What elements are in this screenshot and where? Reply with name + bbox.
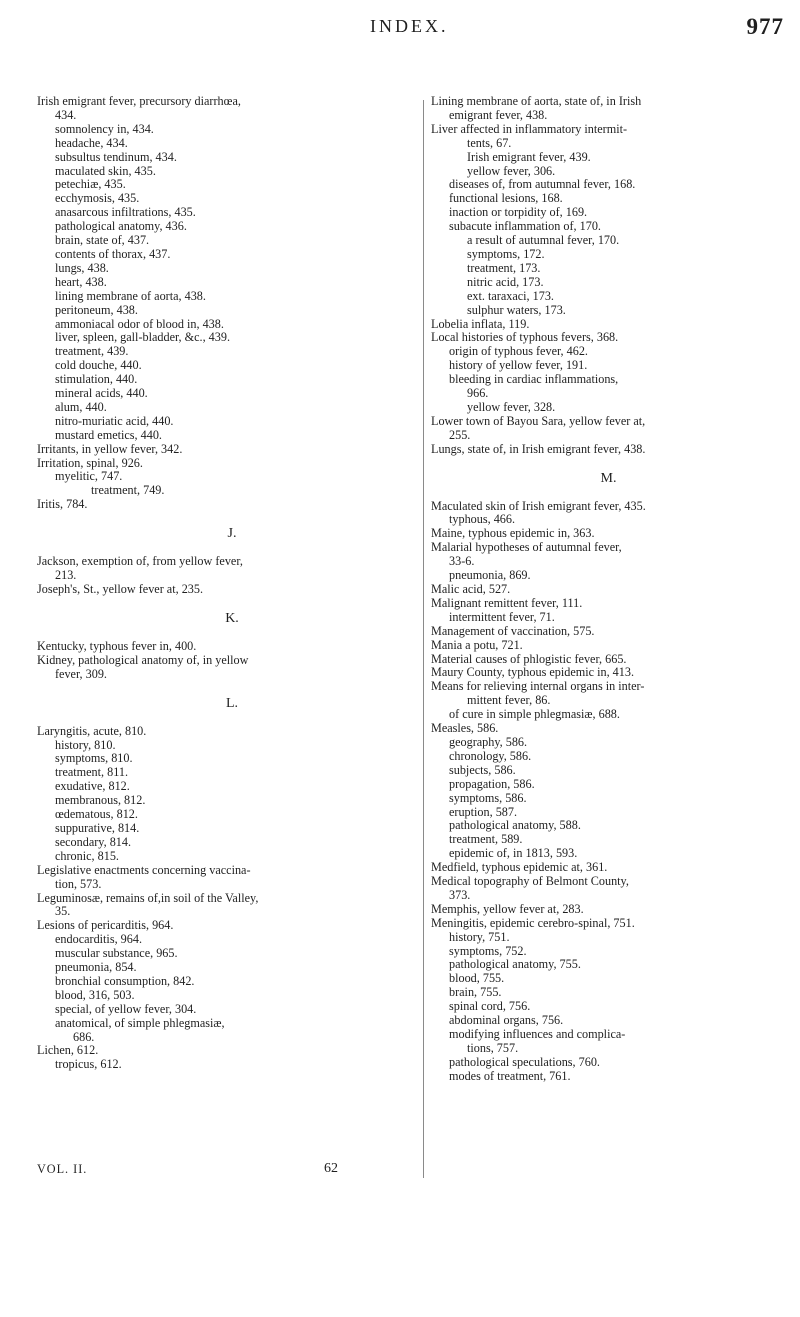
index-subentry: treatment, 439. [55, 344, 129, 359]
index-subentry: treatment, 173. [467, 260, 541, 275]
index-entry: Material causes of phlogistic fever, 665. [431, 651, 627, 666]
index-subentry: subsultus tendinum, 434. [55, 149, 177, 164]
index-entry: Irritation, spinal, 926. [37, 455, 143, 470]
page-footer [37, 1162, 417, 1178]
running-title: INDEX. [370, 16, 449, 36]
index-subentry: 213. [55, 568, 77, 583]
index-subentry: mustard emetics, 440. [55, 427, 162, 442]
index-subentry: petechiæ, 435. [55, 177, 126, 192]
index-entry: Legislative enactments concerning vaccina- [37, 862, 251, 877]
index-subentry: chronology, 586. [449, 748, 532, 763]
index-subentry: somnolency in, 434. [55, 121, 154, 136]
index-subentry: alum, 440. [55, 399, 107, 414]
index-subentry: treatment, 749. [91, 483, 165, 498]
index-subentry: liver, spleen, gall-bladder, &c., 439. [55, 330, 231, 345]
index-subentry: tropicus, 612. [55, 1057, 122, 1072]
section-letter: L. [225, 695, 239, 711]
index-entry: Medical topography of Belmont County, [431, 874, 629, 889]
page-number: 977 [746, 14, 784, 39]
index-subentry: symptoms, 810. [55, 751, 133, 766]
index-subentry: symptoms, 172. [467, 246, 545, 261]
index-subentry: anasarcous infiltrations, 435. [55, 205, 196, 220]
index-entry: Malic acid, 527. [431, 582, 511, 596]
index-entry: Iritis, 784. [37, 497, 88, 512]
index-subentry: pneumonia, 869. [449, 568, 531, 583]
section-letter: M. [600, 470, 617, 486]
index-subentry: tents, 67. [467, 135, 512, 150]
index-entry: Lobelia inflata, 119. [431, 316, 530, 331]
index-column-right [431, 95, 786, 1084]
index-entry: Jackson, exemption of, from yellow fever, [37, 554, 243, 569]
index-subentry: eruption, 587. [449, 804, 518, 819]
index-subentry: brain, 755. [449, 985, 502, 1000]
index-subentry: subjects, 586. [449, 762, 516, 777]
index-subentry: modes of treatment, 761. [449, 1068, 571, 1083]
section-letter: K. [225, 610, 239, 626]
index-subentry: intermittent fever, 71. [449, 609, 555, 624]
index-subentry: fever, 309. [55, 666, 107, 681]
index-entry: Kidney, pathological anatomy of, in yellow [37, 652, 249, 667]
index-subentry: propagation, 586. [449, 776, 535, 791]
index-subentry: maculated skin, 435. [55, 163, 156, 178]
index-entry: Maculated skin of Irish emigrant fever, 435. [431, 498, 646, 513]
index-subentry: of cure in simple phlegmasiæ, 688. [449, 707, 620, 722]
index-entry: Laryngitis, acute, 810. [37, 723, 147, 738]
index-subentry: nitric acid, 173. [467, 274, 544, 289]
index-subentry: heart, 438. [55, 274, 107, 289]
index-subentry: history, 751. [449, 929, 510, 944]
index-subentry: modifying influences and complica- [449, 1027, 626, 1041]
index-subentry: chronic, 815. [55, 848, 119, 863]
index-subentry: cold douche, 440. [55, 358, 142, 373]
index-subentry: diseases of, from autumnal fever, 168. [449, 177, 636, 192]
index-subentry: pathological anatomy, 436. [55, 219, 187, 234]
index-subentry: membranous, 812. [55, 793, 146, 808]
index-subentry: pathological anatomy, 588. [449, 818, 581, 833]
index-entry: Lining membrane of aorta, state of, in Irish [431, 94, 642, 108]
index-entry: Lungs, state of, in Irish emigrant fever, 438. [431, 441, 646, 456]
index-subentry: tions, 757. [467, 1040, 519, 1055]
index-subentry: ammoniacal odor of blood in, 438. [55, 316, 224, 331]
index-subentry: tion, 573. [55, 876, 102, 891]
index-subentry: 373. [449, 887, 471, 902]
index-entry: Leguminosæ, remains of,in soil of the Valley, [37, 890, 259, 905]
index-subentry: contents of thorax, 437. [55, 246, 171, 261]
index-subentry: mineral acids, 440. [55, 386, 148, 401]
index-subentry: endocarditis, 964. [55, 932, 142, 947]
index-entry: Irritants, in yellow fever, 342. [37, 441, 183, 456]
section-letter: J. [227, 526, 237, 542]
index-entry: Mania a potu, 721. [431, 637, 523, 652]
index-subentry: muscular substance, 965. [55, 946, 178, 961]
index-subentry: ecchymosis, 435. [55, 191, 140, 206]
index-subentry: blood, 316, 503. [55, 987, 135, 1002]
index-subentry: yellow fever, 306. [467, 163, 556, 178]
index-subentry: lining membrane of aorta, 438. [55, 288, 206, 303]
index-entry: Liver affected in inflammatory intermit- [431, 121, 628, 136]
index-entry: Lower town of Bayou Sara, yellow fever at, [431, 413, 646, 428]
index-subentry: pathological anatomy, 755. [449, 957, 581, 972]
index-subentry: peritoneum, 438. [55, 302, 138, 317]
index-entry: Meningitis, epidemic cerebro-spinal, 751. [431, 915, 635, 930]
index-subentry: subacute inflammation of, 170. [449, 219, 601, 234]
index-subentry: mittent fever, 86. [467, 693, 551, 708]
index-subentry: abdominal organs, 756. [449, 1013, 564, 1028]
index-subentry: Irish emigrant fever, 439. [467, 149, 591, 164]
index-subentry: 33-6. [449, 554, 475, 569]
index-subentry: special, of yellow fever, 304. [55, 1001, 197, 1016]
index-subentry: stimulation, 440. [55, 372, 138, 387]
index-subentry: geography, 586. [449, 734, 528, 749]
index-entry: Lichen, 612. [37, 1043, 99, 1058]
index-entry: Medfield, typhous epidemic at, 361. [431, 860, 608, 875]
index-subentry: ext. taraxaci, 173. [467, 288, 554, 303]
index-subentry: yellow fever, 328. [467, 399, 556, 414]
index-subentry: origin of typhous fever, 462. [449, 344, 588, 359]
signature-mark: 62 [324, 1161, 338, 1176]
index-subentry: nitro-muriatic acid, 440. [55, 413, 174, 428]
index-subentry: 255. [449, 427, 471, 442]
index-entry: Joseph's, St., yellow fever at, 235. [37, 582, 204, 596]
index-entry: Management of vaccination, 575. [431, 623, 595, 638]
index-entry: Kentucky, typhous fever in, 400. [37, 638, 197, 653]
index-subentry: emigrant fever, 438. [449, 107, 548, 122]
index-subentry: brain, state of, 437. [55, 233, 150, 248]
index-subentry: anatomical, of simple phlegmasiæ, [55, 1015, 225, 1030]
index-column-left [37, 95, 427, 1072]
index-subentry: functional lesions, 168. [449, 191, 563, 206]
index-subentry: a result of autumnal fever, 170. [467, 233, 620, 248]
index-subentry: œdematous, 812. [55, 807, 138, 822]
index-subentry: 966. [467, 386, 489, 401]
index-entry: Measles, 586. [431, 721, 499, 736]
index-subentry: 35. [55, 904, 71, 919]
page-header [0, 8, 800, 38]
index-subentry: pathological speculations, 760. [449, 1054, 600, 1069]
index-subentry: exudative, 812. [55, 779, 130, 794]
index-subentry: headache, 434. [55, 135, 128, 150]
index-subentry: inaction or torpidity of, 169. [449, 205, 588, 220]
index-subentry: pneumonia, 854. [55, 960, 137, 975]
index-entry: Malignant remittent fever, 111. [431, 595, 583, 610]
index-subentry: suppurative, 814. [55, 820, 140, 835]
index-entry: Means for relieving internal organs in inter- [431, 679, 645, 694]
index-subentry: history of yellow fever, 191. [449, 358, 588, 373]
index-subentry: bronchial consumption, 842. [55, 973, 195, 988]
index-entry: Local histories of typhous fevers, 368. [431, 330, 619, 345]
index-subentry: lungs, 438. [55, 260, 109, 275]
index-subentry: bleeding in cardiac inflammations, [449, 372, 619, 387]
index-subentry: blood, 755. [449, 971, 505, 986]
index-subentry: history, 810. [55, 737, 116, 752]
index-subentry: symptoms, 586. [449, 790, 527, 805]
column-divider [423, 100, 424, 1178]
index-subentry: spinal cord, 756. [449, 999, 531, 1014]
volume-label: VOL. II. [37, 1162, 88, 1176]
index-entry: Malarial hypotheses of autumnal fever, [431, 540, 622, 555]
index-subentry: typhous, 466. [449, 512, 516, 527]
index-subentry: sulphur waters, 173. [467, 302, 566, 317]
index-subentry: secondary, 814. [55, 834, 132, 849]
index-entry: Maury County, typhous epidemic in, 413. [431, 665, 634, 680]
index-subentry: myelitic, 747. [55, 469, 123, 484]
index-subentry: epidemic of, in 1813, 593. [449, 846, 578, 861]
index-entry: Maine, typhous epidemic in, 363. [431, 526, 595, 541]
index-subentry: symptoms, 752. [449, 943, 527, 958]
index-subentry: treatment, 811. [55, 765, 128, 780]
index-entry: Memphis, yellow fever at, 283. [431, 901, 584, 916]
index-subentry: 434. [55, 107, 77, 122]
index-entry: Irish emigrant fever, precursory diarrhœa, [37, 94, 241, 108]
index-entry: Lesions of pericarditis, 964. [37, 918, 174, 933]
index-subentry: treatment, 589. [449, 832, 523, 847]
index-subentry: 686. [73, 1029, 95, 1044]
